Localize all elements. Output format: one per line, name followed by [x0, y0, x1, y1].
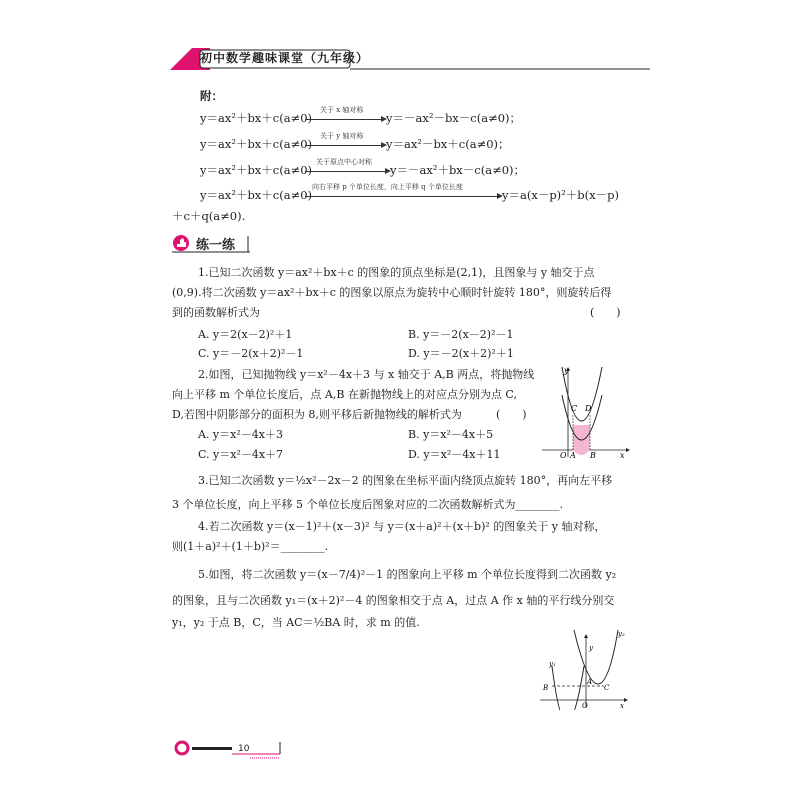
appendix-row-2-arrow-label: 关于 y 轴对称: [320, 132, 364, 140]
q5-fig-label-y: y: [589, 644, 593, 652]
q5-line3: y₁，y₂ 于点 B，C，当 AC＝½BA 时，求 m 的值.: [172, 616, 420, 629]
q1-option-b: B. y＝－2(x－2)²－1: [408, 328, 514, 341]
q5-fig-label-b: B: [543, 684, 549, 692]
arrow-icon: [305, 145, 385, 146]
q5-fig-label-a: A: [587, 678, 593, 686]
appendix-row-2-right: y＝ax²－bx＋c(a≠0)；: [386, 137, 510, 151]
q3-line2: 3 个单位长度，向上平移 5 个单位长度后图象对应的二次函数解析式为________.: [172, 498, 563, 511]
q2-fig-label-a: A: [570, 451, 576, 460]
footer-decor: [170, 740, 290, 762]
q2-fig-label-c: C: [571, 404, 578, 413]
q2-line2: 向上平移 m 个单位长度后，点 A,B 在新抛物线上的对应点分别为点 C,: [172, 388, 517, 401]
q5-fig-label-y2: y₂: [618, 630, 625, 638]
q2-fig-label-y: y: [564, 366, 569, 375]
appendix-row-4-right: y＝a(x－p)²＋b(x－p): [502, 188, 619, 202]
q2-fig-label-b: B: [590, 451, 596, 460]
q5-line1: 5.如图，将二次函数 y＝(x－7/4)²－1 的图象向上平移 m 个单位长度得到二次函数 y₂: [198, 568, 617, 581]
q2-fig-label-d: D: [585, 404, 592, 413]
q5-figure: [538, 628, 630, 710]
page-number: 10: [238, 744, 250, 754]
q2-option-c: C. y＝x²－4x＋7: [198, 448, 284, 461]
arrow-icon: [305, 119, 385, 120]
arrow-icon: [305, 196, 501, 197]
header-title: 初中数学趣味课堂（九年级）: [200, 51, 370, 65]
q5-line2: 的图象，且与二次函数 y₁＝(x＋2)²－4 的图象相交于点 A，过点 A 作 x 轴的平行线分别交: [172, 594, 615, 607]
appendix-label: 附：: [200, 89, 223, 103]
q2-option-a: A. y＝x²－4x＋3: [198, 428, 283, 441]
q2-figure: [540, 365, 630, 460]
appendix-row-1-left: y＝ax²＋bx＋c(a≠0): [200, 111, 313, 125]
q5-fig-label-c: C: [604, 684, 610, 692]
q1-answer-paren: ( ): [590, 306, 621, 319]
q2-fig-label-x: x: [620, 451, 625, 460]
appendix-continuation: ＋c＋q(a≠0).: [172, 209, 246, 223]
appendix-row-1-arrow-label: 关于 x 轴对称: [320, 106, 364, 114]
appendix-row-3-right: y＝－ax²＋bx－c(a≠0)；: [390, 163, 526, 177]
q4-line2: 则(1＋a)²＋(1＋b)²＝________.: [172, 540, 329, 553]
q3-line1: 3.已知二次函数 y＝½x²－2x－2 的图象在坐标平面内绕顶点旋转 180°，再向左平移: [198, 474, 613, 487]
q1-option-c: C. y＝－2(x＋2)²－1: [198, 347, 304, 360]
appendix-row-3-left: y＝ax²＋bx＋c(a≠0): [200, 163, 313, 177]
appendix-row-3-arrow-label: 关于原点中心对称: [316, 158, 372, 166]
q1-option-a: A. y＝2(x－2)²＋1: [198, 328, 293, 341]
q2-fig-label-o: O: [560, 451, 567, 460]
appendix-row-1-right: y＝－ax²－bx－c(a≠0)；: [386, 111, 522, 125]
q2-answer-paren: ( ): [496, 408, 527, 421]
q1-line1: 1.已知二次函数 y＝ax²＋bx＋c 的图象的顶点坐标是(2,1)，且图象与 y 轴交于点: [198, 266, 595, 279]
q2-option-d: D. y＝x²－4x＋11: [408, 448, 501, 461]
q5-fig-label-x: x: [620, 702, 624, 710]
q1-line3: 到的函数解析式为: [172, 306, 260, 319]
q1-line2: (0,9).将二次函数 y＝ax²＋bx＋c 的图象以原点为旋转中心顺时针旋转 180°，则旋转后得: [172, 286, 612, 299]
q2-option-b: B. y＝x²－4x＋5: [408, 428, 494, 441]
q2-line3: D,若图中阴影部分的面积为 8,则平移后新抛物线的解析式为: [172, 408, 462, 421]
appendix-row-4-left: y＝ax²＋bx＋c(a≠0): [200, 188, 313, 202]
arrow-icon: [305, 171, 389, 172]
appendix-row-4-arrow-label: 向右平移 p 个单位长度，向上平移 q 个单位长度: [312, 183, 463, 191]
q5-fig-label-y1: y₁: [549, 660, 556, 668]
practice-title: 练一练: [196, 238, 236, 253]
q4-line1: 4.若二次函数 y＝(x－1)²＋(x－3)² 与 y＝(x＋a)²＋(x＋b)² 的图象关于 y 轴对称，: [198, 520, 606, 533]
q5-fig-label-o: O: [582, 702, 588, 710]
appendix-row-2-left: y＝ax²＋bx＋c(a≠0): [200, 137, 313, 151]
q1-option-d: D. y＝－2(x＋2)²＋1: [408, 347, 514, 360]
q2-line1: 2.如图，已知抛物线 y＝x²－4x＋3 与 x 轴交于 A,B 两点，将抛物线: [198, 368, 535, 381]
